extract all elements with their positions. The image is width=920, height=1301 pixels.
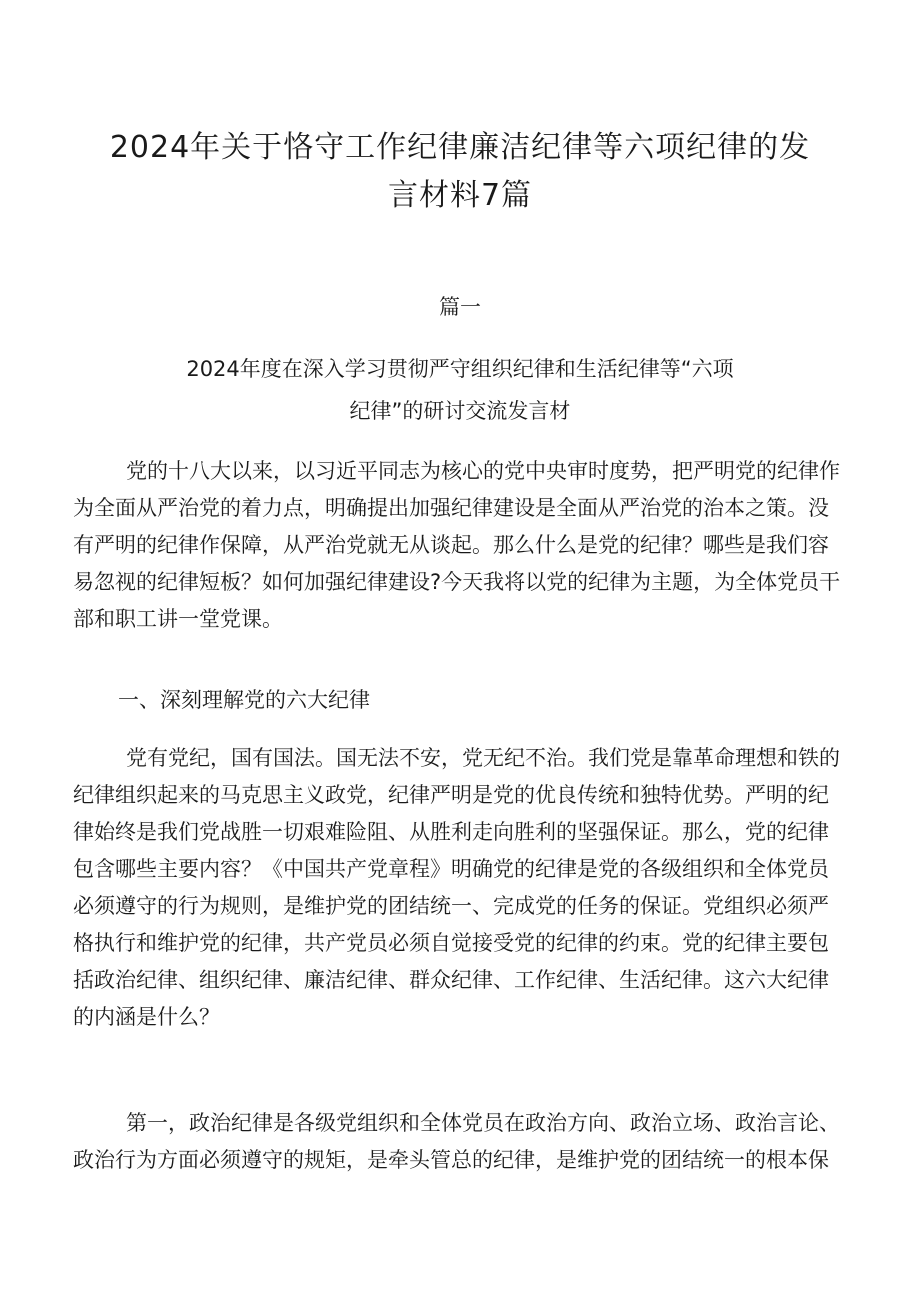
section-heading: 篇一 [439,295,481,319]
paragraph-line: 的内涵是什么？ [73,1005,220,1029]
document-title-line-2: 言材料7篇 [387,178,533,213]
paragraph-line: 部和职工讲一堂党课。 [73,607,283,631]
article-title-line-2: 纪律”的研讨交流发言材 [349,399,571,423]
paragraph-line: 纪律组织起来的马克思主义政党，纪律严明是党的优良传统和独特优势。严明的纪 [73,783,829,807]
paragraph-line: 党有党纪，国有国法。国无法不安，党无纪不治。我们党是靠革命理想和铁的 [126,746,840,770]
subheading: 一、深刻理解党的六大纪律 [118,688,370,712]
paragraph-line: 格执行和维护党的纪律，共产党员必须自觉接受党的纪律的约束。党的纪律主要包 [73,931,829,955]
article-title-line-1: 2024年度在深入学习贯彻严守组织纪律和生活纪律等“六项 [186,357,734,381]
paragraph-line: 党的十八大以来，以习近平同志为核心的党中央审时度势，把严明党的纪律作 [126,459,840,483]
paragraph-line: 第一，政治纪律是各级党组织和全体党员在政治方向、政治立场、政治言论、 [126,1111,840,1135]
article-title [110,348,810,432]
paragraph-3 [73,1105,863,1179]
document-title-line-1: 2024年关于恪守工作纪律廉洁纪律等六项纪律的发 [109,130,811,165]
paragraph-2 [73,740,863,1036]
paragraph-line: 括政治纪律、组织纪律、廉洁纪律、群众纪律、工作纪律、生活纪律。这六大纪律 [73,968,829,992]
document-title [70,124,850,220]
paragraph-line: 易忽视的纪律短板？如何加强纪律建设?今天我将以党的纪律为主题，为全体党员干 [73,570,841,594]
paragraph-line: 律始终是我们党战胜一切艰难险阻、从胜利走向胜利的坚强保证。那么，党的纪律 [73,820,829,844]
paragraph-line: 有严明的纪律作保障，从严治党就无从谈起。那么什么是党的纪律？哪些是我们容 [73,533,829,557]
paragraph-1 [73,453,863,638]
paragraph-line: 包含哪些主要内容？《中国共产党章程》明确党的纪律是党的各级组织和全体党员 [73,857,829,881]
paragraph-line: 必须遵守的行为规则，是维护党的团结统一、完成党的任务的保证。党组织必须严 [73,894,829,918]
paragraph-line: 政治行为方面必须遵守的规矩，是牵头管总的纪律，是维护党的团结统一的根本保 [73,1148,829,1172]
paragraph-line: 为全面从严治党的着力点，明确提出加强纪律建设是全面从严治党的治本之策。没 [73,496,829,520]
